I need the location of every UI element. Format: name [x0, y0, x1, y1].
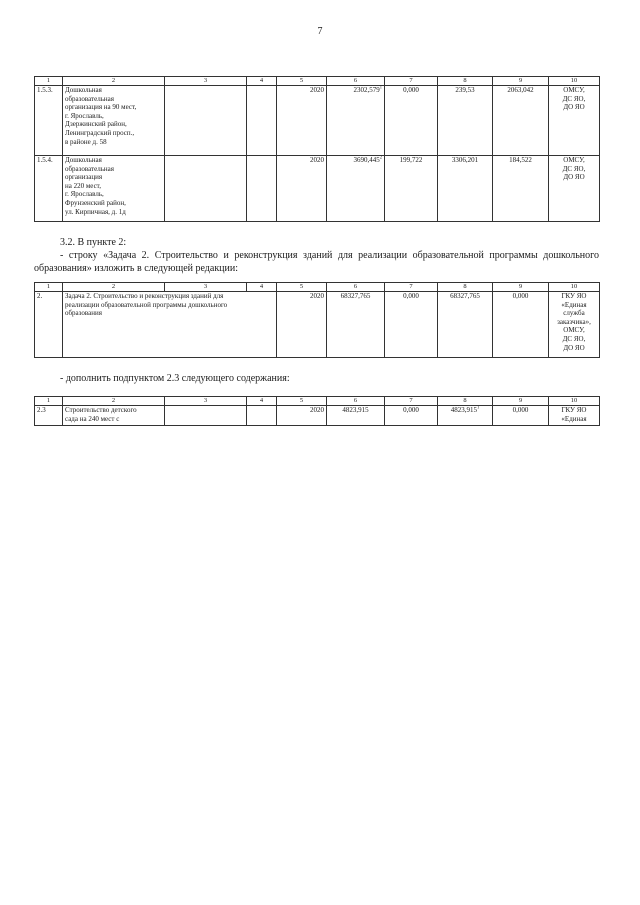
desc-line: организация на 90 мест, — [65, 103, 137, 112]
table-task-2 — [34, 282, 600, 358]
col-num: 1 — [35, 77, 63, 86]
empty-cell — [247, 406, 277, 426]
page-number: 7 — [317, 26, 323, 37]
desc-line: организация — [65, 173, 103, 182]
exec-line: ДО ЯО — [563, 103, 585, 112]
regional-cell: 3306,201 — [438, 156, 493, 222]
federal-cell: 0,000 — [385, 406, 438, 426]
section-instruction: - строку «Задача 2. Строительство и реконструкция зданий для реализации образовательной программы дошкольного образования» изложить в следующей редакции: — [34, 250, 599, 274]
col-num: 3 — [165, 397, 247, 406]
col-num: 10 — [549, 283, 600, 292]
row-number: 2. — [35, 292, 63, 358]
column-number-row — [35, 397, 600, 406]
year-cell: 2020 — [277, 156, 327, 222]
executor-cell — [549, 156, 600, 222]
desc-line: образовательная — [65, 164, 114, 173]
regional-cell: 68327,765 — [438, 292, 493, 358]
table-subitem-2-3 — [34, 396, 600, 426]
regional-cell: 239,53 — [438, 86, 493, 156]
local-cell: 0,000 — [493, 406, 549, 426]
col-num: 7 — [385, 77, 438, 86]
exec-line: ДО ЯО — [563, 173, 585, 182]
exec-line: ДО ЯО — [563, 343, 585, 352]
desc-line: Дошкольная — [65, 156, 102, 164]
exec-line: ДС ЯО, — [562, 334, 586, 343]
desc-line: Дзержинский район, — [65, 120, 127, 129]
col-num: 8 — [438, 397, 493, 406]
desc-line: в районе д. 58 — [65, 137, 107, 146]
col-num: 5 — [277, 397, 327, 406]
desc-line: сада на 240 мест с — [65, 414, 120, 423]
federal-cell: 0,000 — [385, 86, 438, 156]
local-cell: 0,000 — [493, 292, 549, 358]
exec-line: ДС ЯО, — [562, 164, 586, 173]
col-num: 2 — [63, 397, 165, 406]
col-num: 6 — [327, 77, 385, 86]
row-description — [63, 86, 165, 156]
col-num: 2 — [63, 283, 165, 292]
total-cell: 2302,579$^1$ — [327, 86, 385, 156]
row-number: 2.3 — [35, 406, 63, 426]
col-num: 2 — [63, 77, 165, 86]
section-heading: 3.2. В пункте 2: — [60, 237, 127, 248]
executor-cell — [549, 86, 600, 156]
empty-cell — [165, 156, 247, 222]
empty-cell — [247, 86, 277, 156]
col-num: 1 — [35, 283, 63, 292]
col-num: 7 — [385, 397, 438, 406]
col-num: 10 — [549, 397, 600, 406]
desc-line: Дошкольная — [65, 86, 102, 94]
col-num: 6 — [327, 283, 385, 292]
col-num: 9 — [493, 397, 549, 406]
col-num: 1 — [35, 397, 63, 406]
exec-line: ОМСУ, — [563, 326, 585, 335]
col-num: 7 — [385, 283, 438, 292]
desc-line: образовательная — [65, 94, 114, 103]
col-num: 4 — [247, 283, 277, 292]
exec-line: ГКУ ЯО — [561, 406, 587, 414]
empty-cell — [165, 406, 247, 426]
local-cell: 2063,042 — [493, 86, 549, 156]
executor-cell — [549, 406, 600, 426]
regional-cell: 4823,915$^1$ — [438, 406, 493, 426]
federal-cell: 0,000 — [385, 292, 438, 358]
row-description — [63, 406, 165, 426]
desc-line: Строительство детского — [65, 406, 137, 414]
col-num: 9 — [493, 283, 549, 292]
year-cell: 2020 — [277, 406, 327, 426]
table-row — [35, 86, 600, 156]
exec-line: ОМСУ, — [563, 156, 585, 164]
col-num: 5 — [277, 283, 327, 292]
col-num: 8 — [438, 77, 493, 86]
table-row — [35, 292, 600, 358]
year-cell: 2020 — [277, 292, 327, 358]
desc-line: Фрунзенский район, — [65, 198, 126, 207]
desc-line: Задача 2. Строительство и реконструкция зданий для — [65, 292, 224, 300]
empty-cell — [247, 156, 277, 222]
table-objects — [34, 76, 600, 222]
exec-line: ДС ЯО, — [562, 94, 586, 103]
table-row — [35, 156, 600, 222]
desc-line: Ленинградский просп., — [65, 128, 135, 137]
desc-line: реализации образовательной программы дошкольного — [65, 300, 228, 309]
total-cell: 4823,915 — [327, 406, 385, 426]
executor-cell — [549, 292, 600, 358]
col-num: 3 — [165, 77, 247, 86]
col-num: 3 — [165, 283, 247, 292]
desc-line: образования — [65, 309, 102, 318]
table-row — [35, 406, 600, 426]
total-cell: 68327,765 — [327, 292, 385, 358]
column-number-row — [35, 283, 600, 292]
col-num: 10 — [549, 77, 600, 86]
row-number: 1.5.3. — [35, 86, 63, 156]
desc-line: г. Ярославль, — [65, 190, 104, 199]
desc-line: ул. Кирпичная, д. 1д — [65, 207, 126, 216]
desc-line: на 220 мест, — [65, 181, 101, 190]
federal-cell: 199,722 — [385, 156, 438, 222]
local-cell: 184,522 — [493, 156, 549, 222]
desc-line: г. Ярославль, — [65, 111, 104, 120]
col-num: 5 — [277, 77, 327, 86]
col-num: 4 — [247, 397, 277, 406]
row-description — [63, 292, 277, 358]
total-cell: 3690,445$^2$ — [327, 156, 385, 222]
exec-line: ГКУ ЯО — [561, 292, 587, 300]
exec-line: заказчика», — [557, 317, 591, 326]
exec-line: «Единая — [561, 414, 587, 423]
col-num: 9 — [493, 77, 549, 86]
year-cell: 2020 — [277, 86, 327, 156]
col-num: 8 — [438, 283, 493, 292]
exec-line: ОМСУ, — [563, 86, 585, 94]
row-number: 1.5.4. — [35, 156, 63, 222]
addition-instruction: - дополнить подпунктом 2.3 следующего содержания: — [60, 373, 290, 384]
column-number-row — [35, 77, 600, 86]
empty-cell — [165, 86, 247, 156]
exec-line: служба — [563, 309, 585, 318]
row-description — [63, 156, 165, 222]
exec-line: «Единая — [561, 300, 587, 309]
col-num: 4 — [247, 77, 277, 86]
col-num: 6 — [327, 397, 385, 406]
